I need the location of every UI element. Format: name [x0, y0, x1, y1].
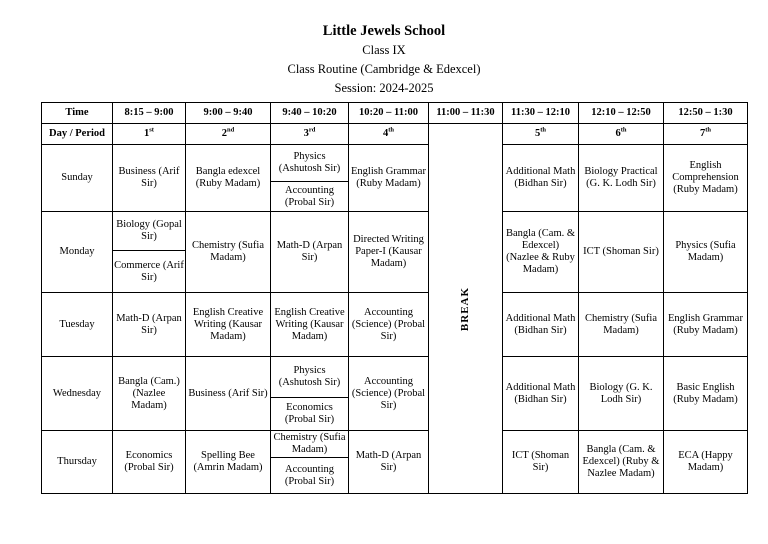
- day-label: Wednesday: [42, 357, 113, 431]
- class-cell: Accounting (Science) (Probal Sir): [349, 357, 429, 431]
- class-name: Class IX: [362, 43, 406, 57]
- class-cell: Additional Math (Bidhan Sir): [503, 293, 579, 357]
- time-slot: 12:10 – 12:50: [579, 103, 664, 124]
- day-row-monday: [42, 212, 748, 293]
- class-cell: Chemistry (Sufia Madam): [271, 431, 348, 458]
- break-label: BREAK: [459, 286, 472, 331]
- class-cell: Commerce (Arif Sir): [114, 259, 184, 283]
- class-cell: Business (Arif Sir): [186, 357, 271, 431]
- period-number: 6th: [579, 124, 664, 145]
- split-cell: [113, 212, 186, 293]
- class-cell: Math-D (Arpan Sir): [113, 293, 186, 357]
- class-cell: Physics (Ashutosh Sir): [271, 357, 348, 398]
- day-label: Sunday: [42, 145, 113, 212]
- period-row: [42, 124, 748, 145]
- class-cell: Additional Math (Bidhan Sir): [503, 145, 579, 212]
- session-label: Session: 2024-2025: [334, 81, 434, 95]
- class-cell: ICT (Shoman Sir): [503, 431, 579, 494]
- class-cell: Accounting (Probal Sir): [284, 184, 335, 208]
- time-slot: 9:00 – 9:40: [186, 103, 271, 124]
- period-number: 5th: [503, 124, 579, 145]
- routine-table: [41, 102, 748, 494]
- class-cell: ICT (Shoman Sir): [579, 212, 664, 293]
- class-cell: Physics (Ashutosh Sir): [271, 145, 348, 182]
- time-slot: 11:00 – 11:30: [429, 103, 503, 124]
- day-label: Tuesday: [42, 293, 113, 357]
- class-cell: English Comprehension (Ruby Madam): [664, 145, 748, 212]
- class-cell: Math-D (Arpan Sir): [349, 431, 429, 494]
- class-cell: Economics (Probal Sir): [113, 431, 186, 494]
- time-row: [42, 103, 748, 124]
- class-cell: Economics (Probal Sir): [284, 402, 335, 425]
- time-slot: 9:40 – 10:20: [271, 103, 349, 124]
- class-cell: Biology Practical (G. K. Lodh Sir): [579, 145, 664, 212]
- day-label: Thursday: [42, 431, 113, 494]
- time-slot: 8:15 – 9:00: [113, 103, 186, 124]
- period-number: 1st: [113, 124, 186, 145]
- time-label: Time: [42, 103, 113, 124]
- class-cell: Physics (Sufia Madam): [664, 212, 748, 293]
- class-cell: Accounting (Science) (Probal Sir): [349, 293, 429, 357]
- class-cell: Basic English (Ruby Madam): [664, 357, 748, 431]
- break-column: [429, 124, 503, 494]
- class-cell: Accounting (Probal Sir): [284, 463, 335, 487]
- class-cell: ECA (Happy Madam): [664, 431, 748, 494]
- day-row-sunday: [42, 145, 748, 212]
- class-cell: Chemistry (Sufia Madam): [579, 293, 664, 357]
- class-cell: English Grammar (Ruby Madam): [664, 293, 748, 357]
- period-number: 3rd: [271, 124, 349, 145]
- class-cell: English Creative Writing (Kausar Madam): [271, 293, 349, 357]
- school-name: Little Jewels School: [322, 23, 446, 39]
- routine-title: Class Routine (Cambridge & Edexcel): [287, 62, 481, 76]
- time-slot: 10:20 – 11:00: [349, 103, 429, 124]
- day-row-tuesday: [42, 293, 748, 357]
- class-cell: Directed Writing Paper-I (Kausar Madam): [349, 212, 429, 293]
- period-number: 7th: [664, 124, 748, 145]
- class-cell: Bangla (Cam. & Edexcel) (Ruby & Nazlee Madam): [579, 431, 664, 494]
- class-cell: Spelling Bee (Amrin Madam): [186, 431, 271, 494]
- class-cell: Additional Math (Bidhan Sir): [503, 357, 579, 431]
- period-number: 2nd: [186, 124, 271, 145]
- day-label: Monday: [42, 212, 113, 293]
- class-cell: English Grammar (Ruby Madam): [349, 145, 429, 212]
- class-cell: Biology (G. K. Lodh Sir): [579, 357, 664, 431]
- day-row-thursday: [42, 431, 748, 494]
- time-slot: 11:30 – 12:10: [503, 103, 579, 124]
- period-label: Day / Period: [42, 124, 113, 145]
- time-slot: 12:50 – 1:30: [664, 103, 748, 124]
- class-cell: Bangla (Cam.) (Nazlee Madam): [113, 357, 186, 431]
- class-cell: English Creative Writing (Kausar Madam): [186, 293, 271, 357]
- period-number: 4th: [349, 124, 429, 145]
- class-cell: Math-D (Arpan Sir): [271, 212, 349, 293]
- class-cell: Bangla edexcel (Ruby Madam): [186, 145, 271, 212]
- split-cell: [271, 431, 349, 494]
- split-cell: [271, 357, 349, 431]
- day-row-wednesday: [42, 357, 748, 431]
- split-cell: [271, 145, 349, 212]
- class-cell: Biology (Gopal Sir): [113, 212, 185, 251]
- class-cell: Business (Arif Sir): [113, 145, 186, 212]
- class-cell: Chemistry (Sufia Madam): [186, 212, 271, 293]
- document-header: [0, 22, 768, 98]
- class-cell: Bangla (Cam. & Edexcel) (Nazlee & Ruby Madam): [503, 212, 579, 293]
